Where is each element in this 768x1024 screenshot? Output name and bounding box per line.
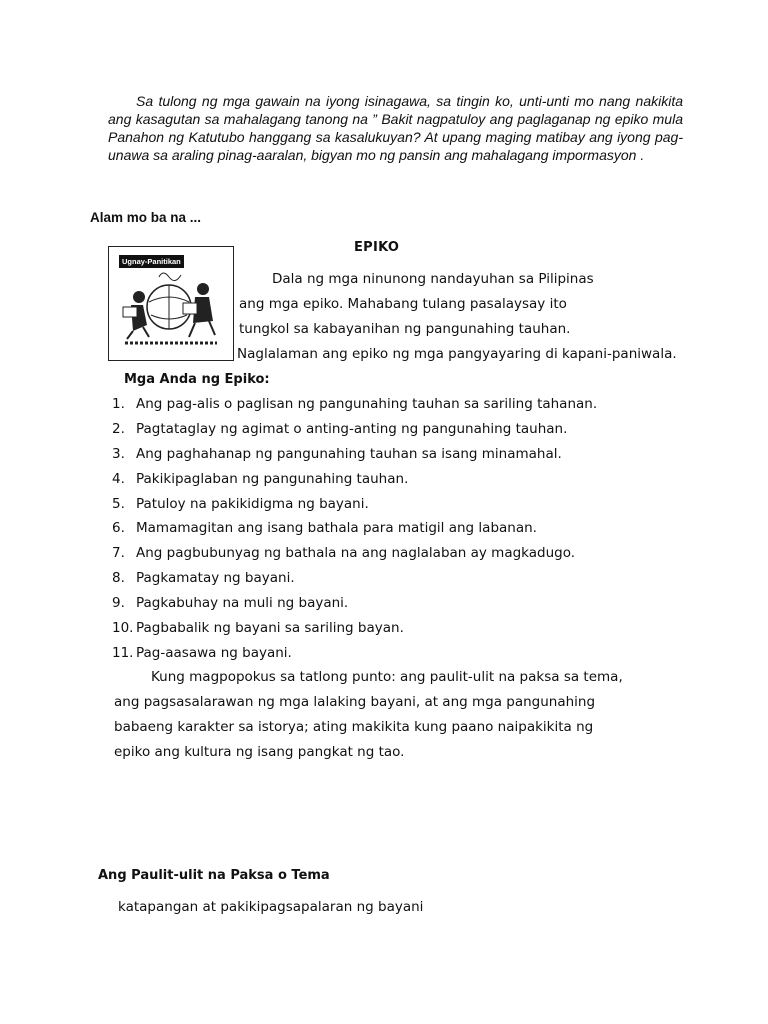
paulit-ulit-heading: Ang Paulit-ulit na Paksa o Tema (98, 868, 330, 883)
list-text: Patuloy na pakikidigma ng bayani. (136, 495, 369, 512)
paragraph-line: Kung magpopokus sa tatlong punto: ang paulit-ulit na paksa sa tema, (151, 669, 623, 685)
list-text: Ang paghahanap ng pangunahing tauhan sa isang minamahal. (136, 445, 562, 462)
list-number: 8. (112, 570, 125, 587)
list-text: Ang pagbubunyag ng bathala na ang naglalaban ay magkadugo. (136, 545, 576, 562)
alam-mo-ba-heading: Alam mo ba na ... (90, 210, 202, 225)
list-text: Pagtataglay ng agimat o anting-anting ng pangunahing tauhan. (136, 420, 568, 437)
paragraph-line: epiko ang kultura ng isang pangkat ng tao. (114, 744, 405, 760)
list-number: 7. (112, 545, 125, 562)
list-text: Pagkabuhay na muli ng bayani. (136, 595, 349, 612)
mga-anda-heading: Mga Anda ng Epiko: (124, 372, 270, 387)
list-text: Ang pag-alis o paglisan ng pangunahing tauhan sa sariling tahanan. (136, 396, 598, 412)
list-number: 1. (112, 396, 125, 412)
list-item (112, 545, 597, 570)
list-item (112, 446, 597, 471)
ugnay-panitikan-label: Ugnay-Panitikan (119, 255, 184, 268)
list-number: 11. (112, 644, 134, 661)
list-item (112, 570, 597, 595)
list-item (112, 620, 597, 645)
paulit-ulit-text: katapangan at pakikipagsapalaran ng bayani (118, 899, 424, 915)
list-text: Pakikipaglaban ng pangunahing tauhan. (136, 470, 409, 487)
list-number: 6. (112, 520, 125, 537)
list-item (112, 496, 597, 521)
list-number: 5. (112, 495, 125, 512)
ugnay-panitikan-image (108, 246, 234, 361)
list-item (112, 645, 597, 670)
list-item (112, 471, 597, 496)
list-number: 3. (112, 445, 125, 462)
list-number: 4. (112, 470, 125, 487)
list-text: Mamamagitan ang isang bathala para matigil ang labanan. (136, 520, 537, 537)
definition-line: Dala ng mga ninunong nandayuhan sa Pilipinas (272, 271, 594, 287)
intro-text: Sa tulong ng mga gawain na iyong isinagawa, sa tingin ko, unti-unti mo nang nakikita ang kasagutan sa mahalagang tanong na ” Bakit nagpatuloy ang paglaganap ng epiko mula Panahon ng Katutubo hanggang sa kasalukuyan? At upang maging matibay ang iyong pag-unawa sa araling pinag-aaralan, bigyan mo ng pansin ang mahalagang impormasyon . (108, 93, 683, 163)
list-item (112, 595, 597, 620)
list-item (112, 396, 597, 421)
definition-line: Naglalaman ang epiko ng mga pangyayaring di kapani-paniwala. (237, 346, 677, 362)
three-points-paragraph (114, 669, 623, 769)
list-item (112, 520, 597, 545)
list-number: 10. (112, 620, 134, 637)
list-number: 2. (112, 420, 125, 437)
paragraph-line: ang pagsasalarawan ng mga lalaking bayani, at ang mga pangunahing (114, 694, 596, 710)
intro-paragraph (108, 92, 683, 164)
epiko-title: EPIKO (354, 240, 400, 255)
anda-list (112, 396, 597, 670)
paragraph-line: babaeng karakter sa istorya; ating makikita kung paano naipakikita ng (114, 719, 594, 735)
list-item (112, 421, 597, 446)
definition-line: ang mga epiko. Mahabang tulang pasalaysay ito (239, 296, 567, 312)
list-text: Pagkamatay ng bayani. (136, 570, 295, 587)
list-text: Pag-aasawa ng bayani. (136, 644, 292, 661)
list-text: Pagbabalik ng bayani sa sariling bayan. (136, 620, 404, 637)
definition-line: tungkol sa kabayanihan ng pangunahing tauhan. (239, 321, 571, 337)
list-number: 9. (112, 595, 125, 612)
